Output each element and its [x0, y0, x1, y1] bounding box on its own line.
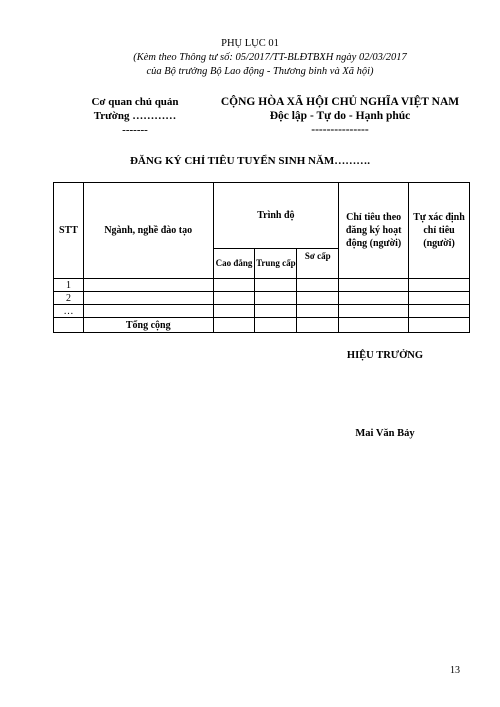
nation-title: CỘNG HÒA XÃ HỘI CHỦ NGHĨA VIỆT NAM — [220, 96, 460, 108]
cell — [409, 318, 470, 333]
header-stt: STT — [54, 183, 84, 279]
table-row — [54, 292, 470, 305]
appendix-title: PHỤ LỤC 01 — [221, 38, 279, 49]
cell — [213, 292, 255, 305]
header-registered-quota: Chỉ tiêu theo đăng ký hoạt động (người) — [339, 183, 409, 279]
header-level: Trình độ — [213, 183, 339, 249]
cell — [339, 292, 409, 305]
cell — [213, 318, 255, 333]
subheader-intermediate: Trung cấp — [255, 249, 297, 279]
agency-divider: ------- — [122, 124, 148, 136]
enrollment-quota-table — [53, 182, 470, 333]
header-major: Ngành, nghề đào tạo — [83, 183, 213, 279]
school-label: Trường ………… — [93, 110, 177, 122]
page-number: 13 — [450, 665, 460, 676]
cell — [409, 279, 470, 292]
cell — [83, 292, 213, 305]
cell — [83, 279, 213, 292]
cell — [297, 292, 339, 305]
cell — [54, 318, 84, 333]
cell — [213, 305, 255, 318]
row-number: … — [54, 305, 84, 318]
cell — [297, 305, 339, 318]
subheader-college: Cao đẳng — [213, 249, 255, 279]
circular-reference-line1: (Kèm theo Thông tư số: 05/2017/TT-BLĐTBXH ngày 02/03/2017 — [133, 52, 407, 63]
total-row — [54, 318, 470, 333]
cell — [255, 318, 297, 333]
cell — [255, 292, 297, 305]
table-row — [54, 305, 470, 318]
national-motto: Độc lập - Tự do - Hạnh phúc — [269, 110, 411, 122]
cell — [297, 279, 339, 292]
signer-title: HIỆU TRƯỞNG — [346, 350, 424, 361]
cell — [409, 305, 470, 318]
cell — [255, 279, 297, 292]
table-row — [54, 279, 470, 292]
subheader-elementary: Sơ cấp — [297, 249, 339, 279]
header-self-determined-quota: Tự xác định chỉ tiêu (người) — [409, 183, 470, 279]
motto-divider: --------------- — [311, 124, 369, 136]
form-title: ĐĂNG KÝ CHỈ TIÊU TUYỂN SINH NĂM………. — [129, 155, 371, 167]
row-number: 1 — [54, 279, 84, 292]
cell — [297, 318, 339, 333]
row-number: 2 — [54, 292, 84, 305]
agency-header — [70, 95, 200, 137]
cell — [83, 305, 213, 318]
agency-label: Cơ quan chủ quản — [91, 96, 179, 108]
national-header — [210, 95, 470, 137]
cell — [409, 292, 470, 305]
cell — [339, 318, 409, 333]
cell — [255, 305, 297, 318]
cell — [339, 305, 409, 318]
cell — [339, 279, 409, 292]
cell — [213, 279, 255, 292]
signer-name: Mai Văn Bảy — [355, 428, 415, 439]
total-label: Tổng cộng — [83, 318, 213, 333]
circular-reference-line2: của Bộ trưởng Bộ Lao động - Thương binh và Xã hội) — [146, 66, 374, 77]
